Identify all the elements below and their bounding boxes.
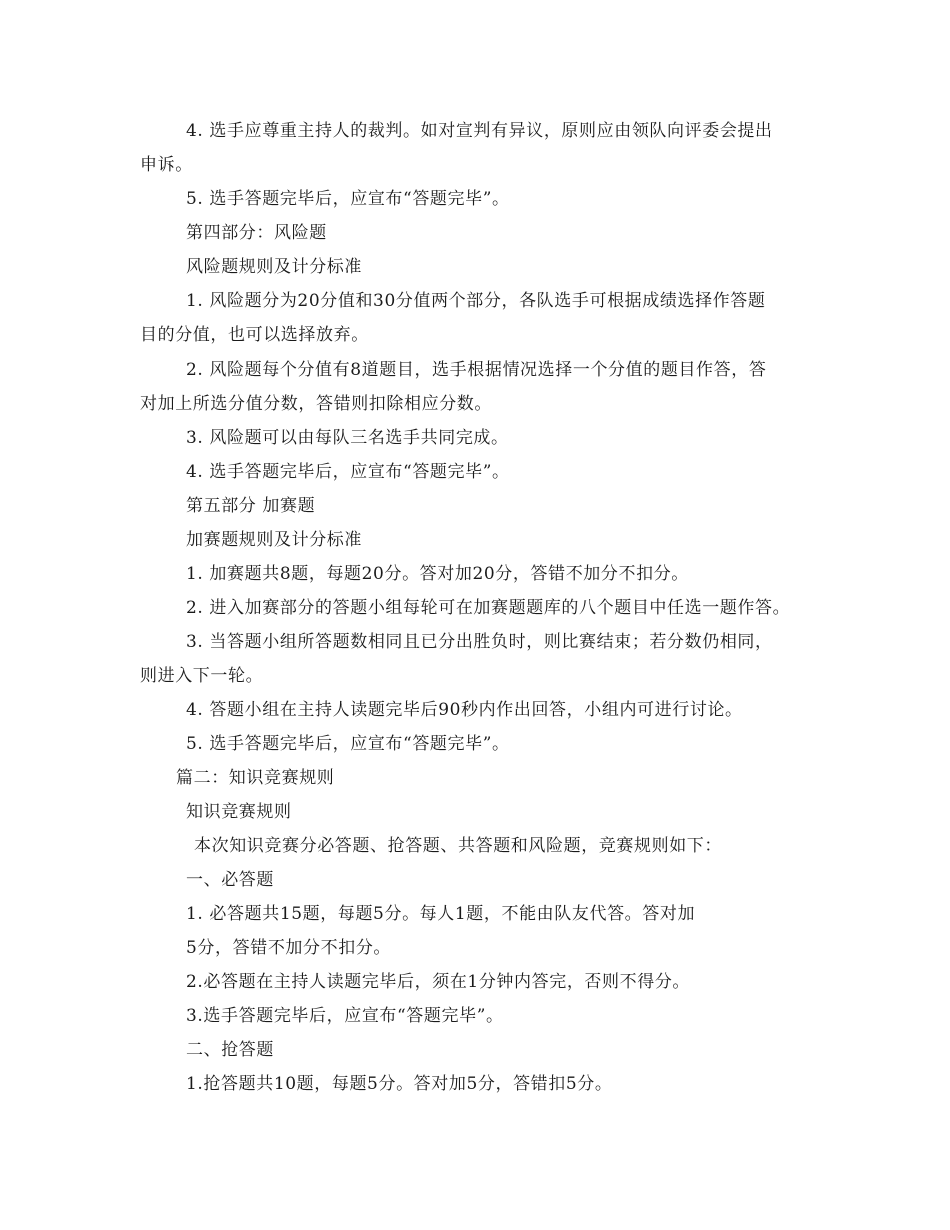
- section-heading: 第四部分：风险题: [186, 223, 327, 243]
- text-line: 4. 答题小组在主持人读题完毕后90秒内作出回答，小组内可进行讨论。: [186, 700, 743, 720]
- subsection-heading: 加赛题规则及计分标准: [186, 530, 362, 550]
- text-line: 4. 选手答题完毕后，应宣布“答题完毕”。: [186, 462, 510, 482]
- text-line: 对加上所选分值分数，答错则扣除相应分数。: [140, 394, 492, 414]
- article-title: 篇二：知识竞赛规则: [176, 768, 335, 788]
- text-line: 4. 选手应尊重主持人的裁判。如对宣判有异议，原则应由领队向评委会提出: [186, 121, 773, 141]
- text-line: 1. 加赛题共8题，每题20分。答对加20分，答错不加分不扣分。: [186, 564, 689, 584]
- text-line: 5. 选手答题完毕后，应宣布“答题完毕”。: [186, 189, 510, 209]
- text-line: 5. 选手答题完毕后，应宣布“答题完毕”。: [186, 734, 510, 754]
- section-heading: 一、必答题: [186, 870, 274, 890]
- subsection-heading: 风险题规则及计分标准: [186, 257, 362, 277]
- text-line: 2. 风险题每个分值有8道题目，选手根据情况选择一个分值的题目作答，答: [186, 360, 767, 380]
- text-line: 5分，答错不加分不扣分。: [186, 938, 392, 958]
- text-line: 1. 必答题共15题，每题5分。每人1题，不能由队友代答。答对加: [186, 904, 696, 924]
- section-heading: 二、抢答题: [186, 1040, 274, 1060]
- text-line: 2. 进入加赛部分的答题小组每轮可在加赛题题库的八个题目中任选一题作答。: [186, 598, 791, 618]
- article-subtitle: 知识竞赛规则: [186, 802, 292, 822]
- text-line: 申诉。: [140, 155, 193, 175]
- text-line: 1. 风险题分为20分值和30分值两个部分，各队选手可根据成绩选择作答题: [186, 291, 766, 311]
- text-line: 目的分值，也可以选择放弃。: [140, 325, 369, 345]
- section-heading: 第五部分 加赛题: [186, 496, 316, 516]
- text-line: 则进入下一轮。: [140, 666, 264, 686]
- text-line: 3. 风险题可以由每队三名选手共同完成。: [186, 428, 509, 448]
- text-line: 2.必答题在主持人读题完毕后，须在1分钟内答完，否则不得分。: [186, 972, 691, 992]
- text-line: 3. 当答题小组所答题数相同且已分出胜负时，则比赛结束；若分数仍相同，: [186, 632, 773, 652]
- text-line: 本次知识竞赛分必答题、抢答题、共答题和风险题，竞赛规则如下：: [194, 836, 722, 856]
- text-line: 1.抢答题共10题，每题5分。答对加5分，答错扣5分。: [186, 1074, 613, 1094]
- text-line: 3.选手答题完毕后，应宣布“答题完毕”。: [186, 1006, 504, 1026]
